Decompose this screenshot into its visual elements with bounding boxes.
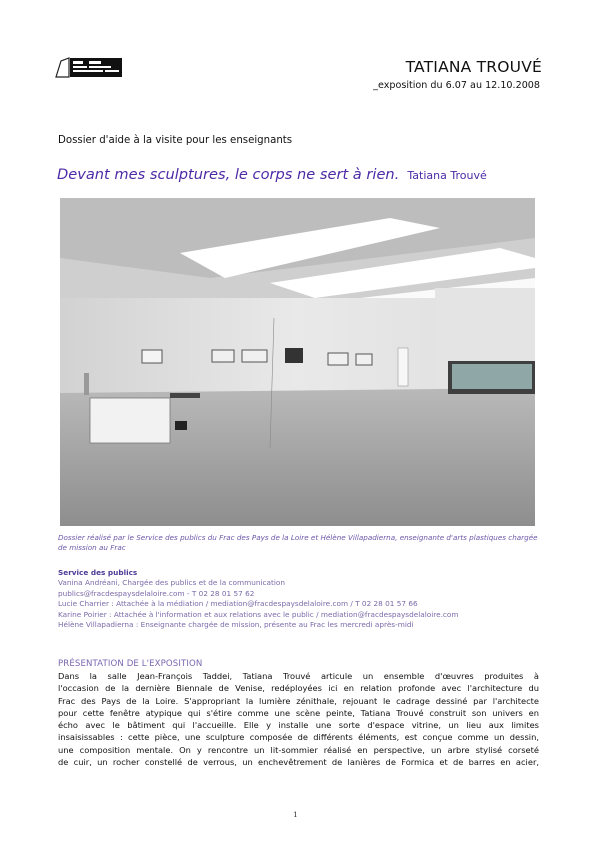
paragraph-line: insaisissables : cette pièce, une sculpture composée de différents éléments, est conçue comme un dessin, — [58, 732, 539, 743]
paragraph-line: pour cette fenêtre atypique qui s'étire comme une scène peinte, Tatiana Trouvé construit son univers en — [58, 707, 539, 718]
presentation-text — [58, 670, 539, 768]
artist-title: TATIANA TROUVÉ — [405, 58, 542, 76]
service-heading: Service des publics — [58, 568, 138, 577]
paragraph-line: Frac des Pays de la Loire. S'appropriant la lumière zénithale, rejouant le cadrage dessiné par l'architecte — [58, 695, 539, 706]
service-line: publics@fracdespaysdelaloire.com - T 02 28 01 57 62 — [58, 588, 255, 598]
paragraph-line: une composition mentale. On y rencontre un lit-sommier réalisé en perspective, un arbre stylisé corseté — [58, 744, 539, 755]
quote-text: Devant mes sculptures, le corps ne sert à rien. — [57, 166, 400, 183]
exhibition-dates: _exposition du 6.07 au 12.10.2008 — [373, 80, 540, 91]
paragraph-line: de cuir, un rocher constellé de verrous, un enchevêtrement de lanières de Formica et de barres en acier, — [58, 757, 539, 768]
page-number: 1 — [293, 810, 298, 819]
service-line: Lucie Charrier : Attachée à la médiation / mediation@fracdespaysdelaloire.com / T 02 28 01 57 66 — [58, 599, 418, 609]
quote-line — [57, 164, 487, 183]
paragraph-line: Dans la salle Jean-François Taddei, Tatiana Trouvé articule un ensemble d'œuvres produites à — [58, 671, 539, 681]
exhibition-photo — [60, 198, 535, 526]
service-line: Vanina Andréani, Chargée des publics et de la communication — [58, 578, 285, 588]
section-title: PRÉSENTATION DE L'EXPOSITION — [58, 659, 203, 669]
photo-caption: Dossier réalisé par le Service des publics du Frac des Pays de la Loire et Hélène Villapadierna, enseignante d'arts plastiques chargée de mission au Frac — [58, 533, 538, 552]
service-des-publics — [58, 568, 539, 630]
quote-author: Tatiana Trouvé — [407, 169, 487, 182]
dossier-title: Dossier d'aide à la visite pour les enseignants — [58, 135, 293, 146]
service-line: Hélène Villapadierna : Enseignante chargée de mission, présente au Frac les mercredi après-midi — [58, 620, 414, 630]
frac-logo — [55, 55, 125, 79]
paragraph-line: écho avec le bâtiment qui l'accueille. Elle y installe une sorte d'espace vitrine, un lieu aux limites — [58, 720, 539, 731]
service-line: Karine Poirier : Attachée à l'information et aux relations avec le public / mediation@fracdespaysdelaloire.com — [58, 609, 459, 619]
paragraph-line: l'occasion de la dernière Biennale de Venise, redéployées ici en relation profonde avec l'architecture du — [58, 683, 539, 694]
